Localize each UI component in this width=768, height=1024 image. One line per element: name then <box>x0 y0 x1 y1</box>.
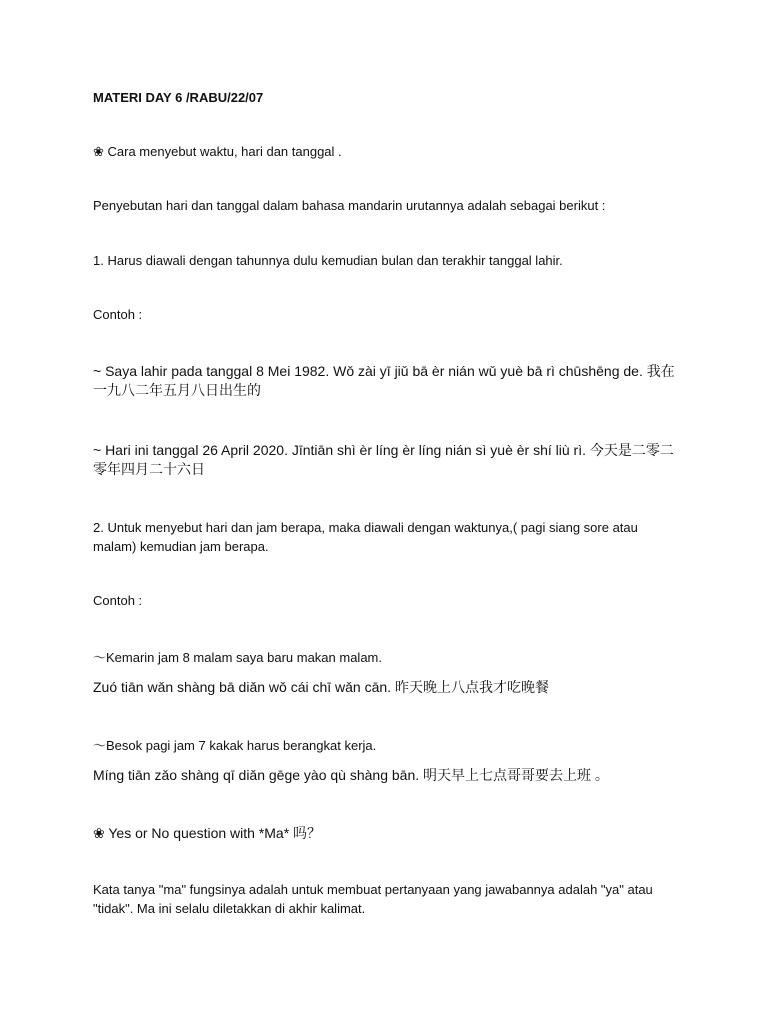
document-title: MATERI DAY 6 /RABU/22/07 <box>93 90 264 105</box>
example-yesterday-indonesian: 〜Kemarin jam 8 malam saya baru makan malam. <box>93 650 382 665</box>
example-birthdate: ~ Saya lahir pada tanggal 8 Mei 1982. Wǒ zài yī jiǔ bā èr nián wǔ yuè bā rì chūshēng de. 我在一九八二年五月八日出生的 <box>93 363 675 398</box>
section-heading-time-date: ❀ Cara menyebut waktu, hari dan tanggal . <box>93 144 342 159</box>
example-tomorrow-chinese: Míng tiān zǎo shàng qī diǎn gēge yào qù shàng bān. 明天早上七点哥哥要去上班 。 <box>93 767 609 783</box>
example-yesterday-chinese: Zuó tiān wǎn shàng bā diǎn wǒ cái chī wǎn cān. 昨天晚上八点我才吃晚餐 <box>93 679 549 695</box>
rule-2: 2. Untuk menyebut hari dan jam berapa, maka diawali dengan waktunya,( pagi siang sore atau malam) kemudian jam berapa. <box>93 520 638 554</box>
section-heading-ma-question: ❀ Yes or No question with *Ma* 吗？ <box>93 825 322 841</box>
example-tomorrow-indonesian: 〜Besok pagi jam 7 kakak harus berangkat kerja. <box>93 738 377 753</box>
example-today: ~ Hari ini tanggal 26 April 2020. Jīntiān shì èr líng èr líng nián sì yuè èr shí liù rì. 今天是二零二零年四月二十六日 <box>93 442 674 477</box>
rule-1: 1. Harus diawali dengan tahunnya dulu kemudian bulan dan terakhir tanggal lahir. <box>93 253 563 268</box>
ma-explanation-paragraph: Kata tanya "ma" fungsinya adalah untuk membuat pertanyaan yang jawabannya adalah "ya" atau "tidak". Ma ini selalu diletakkan di akhir kalimat. <box>93 882 653 916</box>
example-label-2: Contoh : <box>93 593 143 608</box>
example-label-1: Contoh : <box>93 307 143 322</box>
intro-paragraph: Penyebutan hari dan tanggal dalam bahasa mandarin urutannya adalah sebagai berikut : <box>93 198 606 213</box>
